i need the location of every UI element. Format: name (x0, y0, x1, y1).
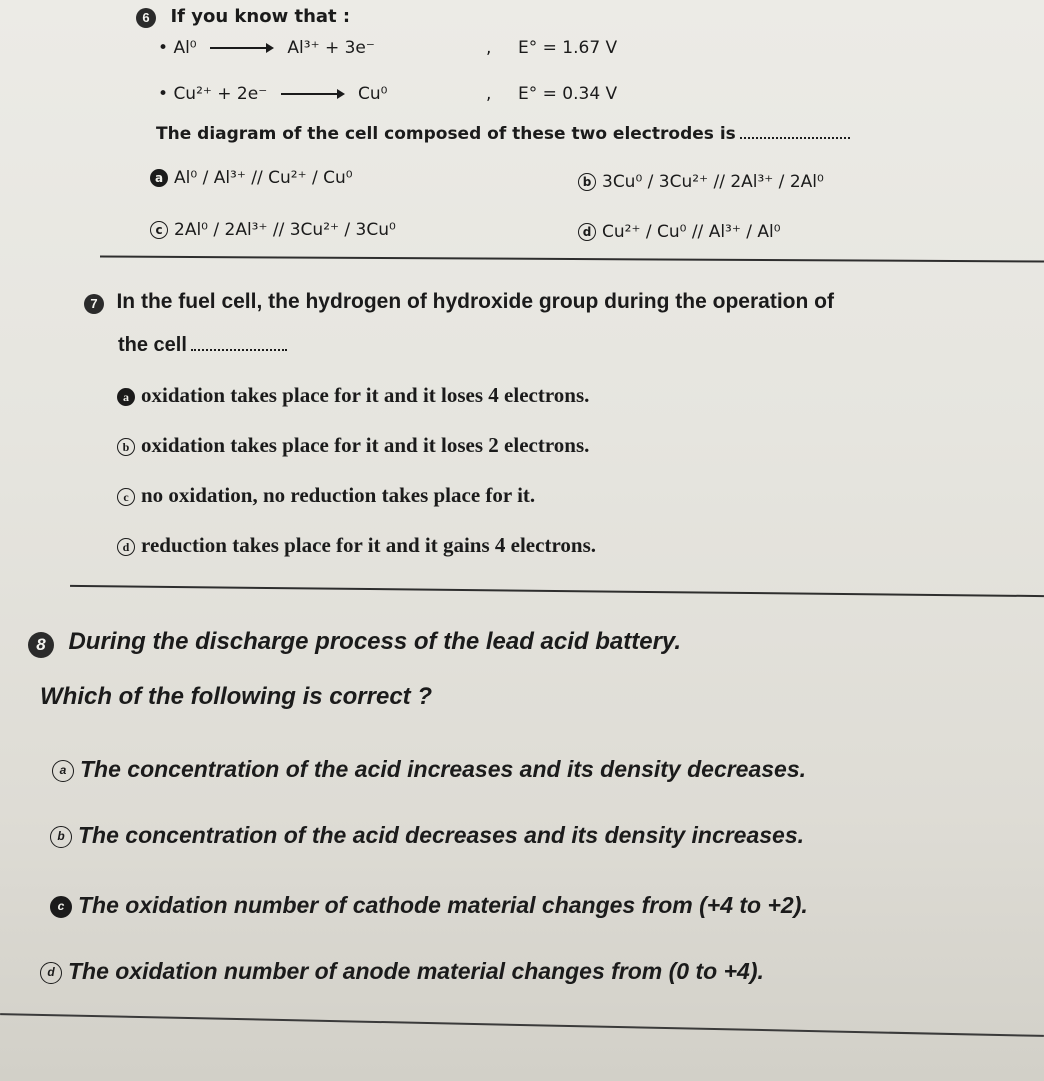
right-arrow-icon (281, 89, 345, 99)
q7-option-d[interactable]: d reduction takes place for it and it gains 4 electrons. (117, 533, 596, 558)
option-letter: c (150, 221, 168, 239)
q7-number: 7 (84, 294, 104, 314)
q8-option-d[interactable]: d The oxidation number of anode material changes from (0 to +4). (40, 958, 764, 985)
bullet-icon: • (158, 84, 169, 104)
eq1-potential: E° = 1.67 V (518, 38, 618, 58)
q7-option-b[interactable]: b oxidation takes place for it and it loses 2 electrons. (117, 433, 589, 458)
option-letter: b (117, 438, 135, 456)
answer-blank (191, 349, 287, 351)
option-letter: d (40, 962, 62, 984)
eq1-reactant: Al⁰ (173, 38, 197, 58)
q7-option-a[interactable]: a oxidation takes place for it and it loses 4 electrons. (117, 383, 589, 408)
q6-option-c[interactable]: c 2Al⁰ / 2Al³⁺ // 3Cu²⁺ / 3Cu⁰ (150, 220, 396, 240)
option-letter: b (578, 173, 596, 191)
eq1-separator: , (486, 38, 492, 58)
eq2-products: Cu⁰ (357, 84, 388, 104)
option-letter: b (50, 826, 72, 848)
q8-question-line2: Which of the following is correct ? (40, 683, 433, 710)
q6-equation-2 (158, 84, 387, 104)
q6-option-d[interactable]: d Cu²⁺ / Cu⁰ // Al³⁺ / Al⁰ (578, 222, 781, 242)
option-letter: a (117, 388, 135, 406)
bullet-icon: • (158, 38, 169, 58)
q6-intro (136, 6, 350, 28)
divider (100, 256, 1044, 263)
eq2-reactant: Cu²⁺ + 2e⁻ (173, 84, 268, 104)
q6-number: 6 (136, 8, 156, 28)
divider (70, 585, 1044, 597)
right-arrow-icon (210, 43, 274, 53)
q6-equation-1 (158, 38, 375, 58)
eq2-potential: E° = 0.34 V (518, 84, 618, 104)
option-letter: c (50, 896, 72, 918)
option-letter: c (117, 488, 135, 506)
q6-question: The diagram of the cell composed of these two electrodes is (156, 124, 850, 144)
q8-number: 8 (28, 632, 54, 658)
q8-option-b[interactable]: b The concentration of the acid decreases and its density increases. (50, 822, 804, 849)
q6-option-a[interactable]: a Al⁰ / Al³⁺ // Cu²⁺ / Cu⁰ (150, 168, 353, 188)
q6-option-b[interactable]: b 3Cu⁰ / 3Cu²⁺ // 2Al³⁺ / 2Al⁰ (578, 172, 824, 192)
q8-option-c[interactable]: c The oxidation number of cathode material changes from (+4 to +2). (50, 892, 808, 919)
answer-blank (740, 137, 850, 139)
eq1-products: Al³⁺ + 3e⁻ (287, 38, 375, 58)
option-letter: d (117, 538, 135, 556)
q7-question-line2: the cell (118, 334, 287, 357)
option-letter: a (150, 169, 168, 187)
q8-option-a[interactable]: a The concentration of the acid increases and its density decreases. (52, 756, 806, 783)
q6-intro-text: If you know that : (170, 6, 351, 27)
divider (0, 1013, 1044, 1037)
option-letter: d (578, 223, 596, 241)
option-letter: a (52, 760, 74, 782)
q8-question: 8 During the discharge process of the lead acid battery. (28, 628, 681, 658)
q7-option-c[interactable]: c no oxidation, no reduction takes place for it. (117, 483, 535, 508)
eq2-separator: , (486, 84, 492, 104)
q7-question: 7 In the fuel cell, the hydrogen of hydroxide group during the operation of (84, 290, 834, 314)
